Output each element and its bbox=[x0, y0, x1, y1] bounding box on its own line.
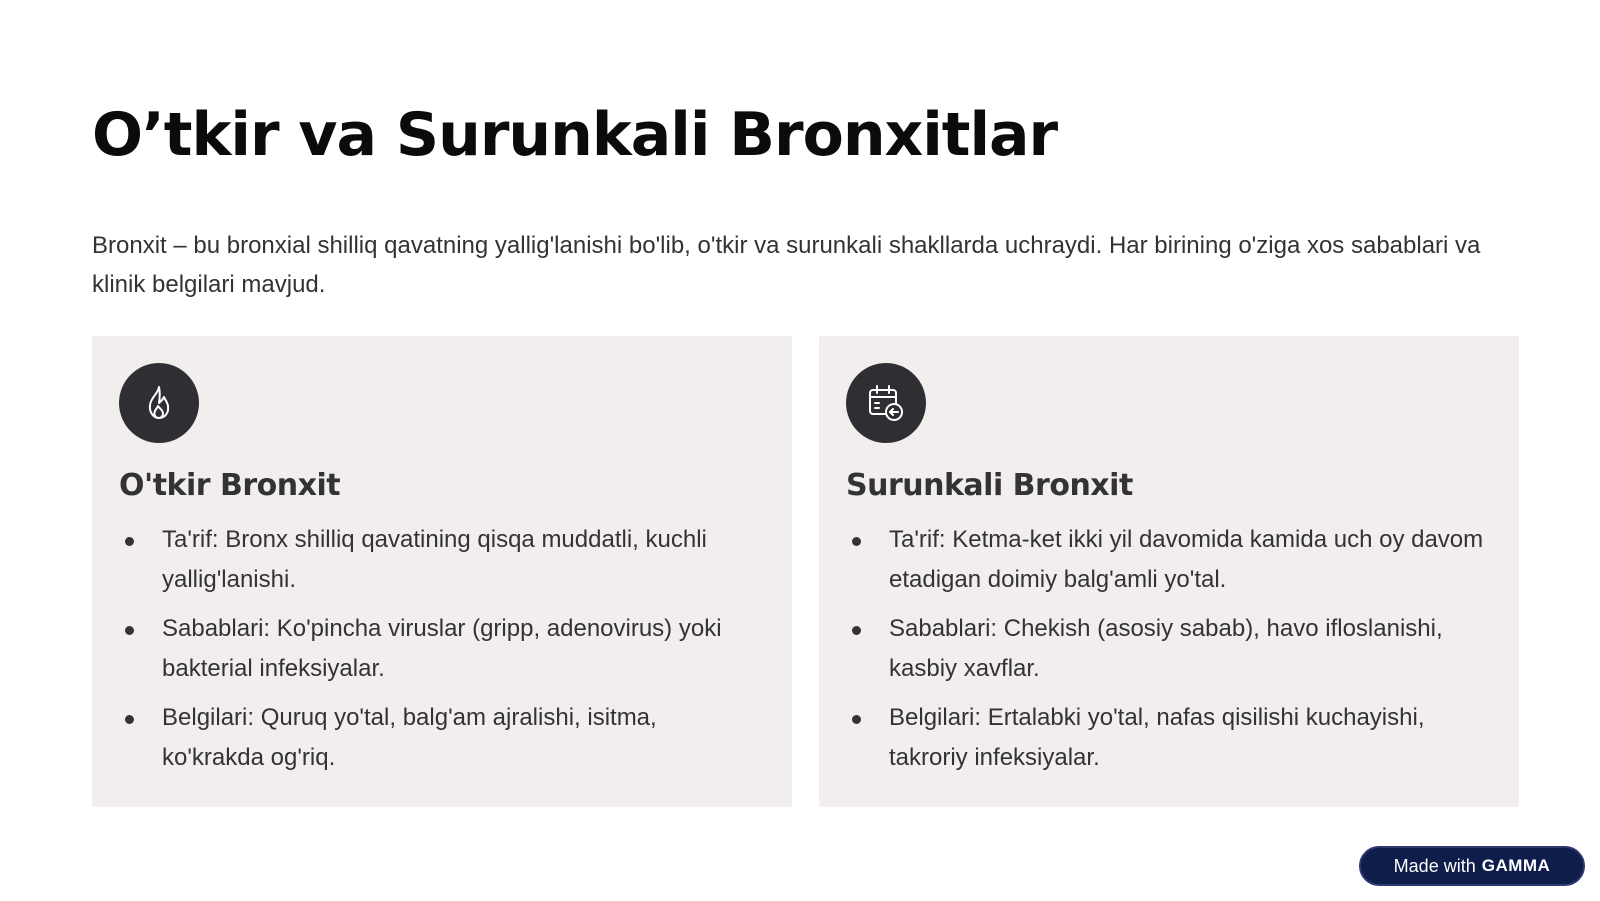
bullet-icon bbox=[852, 715, 861, 724]
list-item-text: Belgilari: Quruq yo'tal, balg'am ajralishi, isitma, ko'krakda og'riq. bbox=[162, 704, 657, 771]
card-acute-bronchitis bbox=[92, 336, 792, 807]
list-item bbox=[119, 698, 759, 778]
bullet-icon bbox=[852, 537, 861, 546]
bullet-icon bbox=[125, 626, 134, 635]
intro-paragraph: Bronxit – bu bronxial shilliq qavatning yallig'lanishi bo'lib, o'tkir va surunkali shakllarda uchraydi. Har birining o'ziga xos sabablari va klinik belgilari mavjud. bbox=[92, 232, 1481, 298]
page-title: O’tkir va Surunkali Bronxitlar bbox=[92, 100, 1058, 170]
made-with-gamma-badge[interactable] bbox=[1359, 846, 1585, 886]
list-item bbox=[846, 609, 1486, 689]
gamma-logo: GAMMA bbox=[1481, 856, 1551, 875]
list-item-text: Belgilari: Ertalabki yo'tal, nafas qisilishi kuchayishi, takroriy infeksiyalar. bbox=[889, 704, 1425, 771]
list-item bbox=[119, 609, 759, 689]
card-list bbox=[119, 520, 759, 787]
list-item bbox=[846, 520, 1486, 600]
list-item-text: Sabablari: Ko'pincha viruslar (gripp, adenovirus) yoki bakterial infeksiyalar. bbox=[162, 615, 722, 682]
card-title: O'tkir Bronxit bbox=[119, 468, 341, 503]
list-item-text: Ta'rif: Bronx shilliq qavatining qisqa muddatli, kuchli yallig'lanishi. bbox=[162, 526, 707, 593]
card-chronic-bronchitis bbox=[819, 336, 1519, 807]
card-title: Surunkali Bronxit bbox=[846, 468, 1133, 503]
list-item-text: Sabablari: Chekish (asosiy sabab), havo ifloslanishi, kasbiy xavflar. bbox=[889, 615, 1443, 682]
bullet-icon bbox=[125, 715, 134, 724]
calendar-return-icon bbox=[846, 363, 926, 443]
list-item-text: Ta'rif: Ketma-ket ikki yil davomida kamida uch oy davom etadigan doimiy balg'amli yo'tal. bbox=[889, 526, 1484, 593]
list-item bbox=[119, 520, 759, 600]
card-list bbox=[846, 520, 1486, 787]
badge-prefix: Made with bbox=[1393, 855, 1476, 876]
list-item bbox=[846, 698, 1486, 778]
bullet-icon bbox=[852, 626, 861, 635]
bullet-icon bbox=[125, 537, 134, 546]
flame-icon bbox=[119, 363, 199, 443]
